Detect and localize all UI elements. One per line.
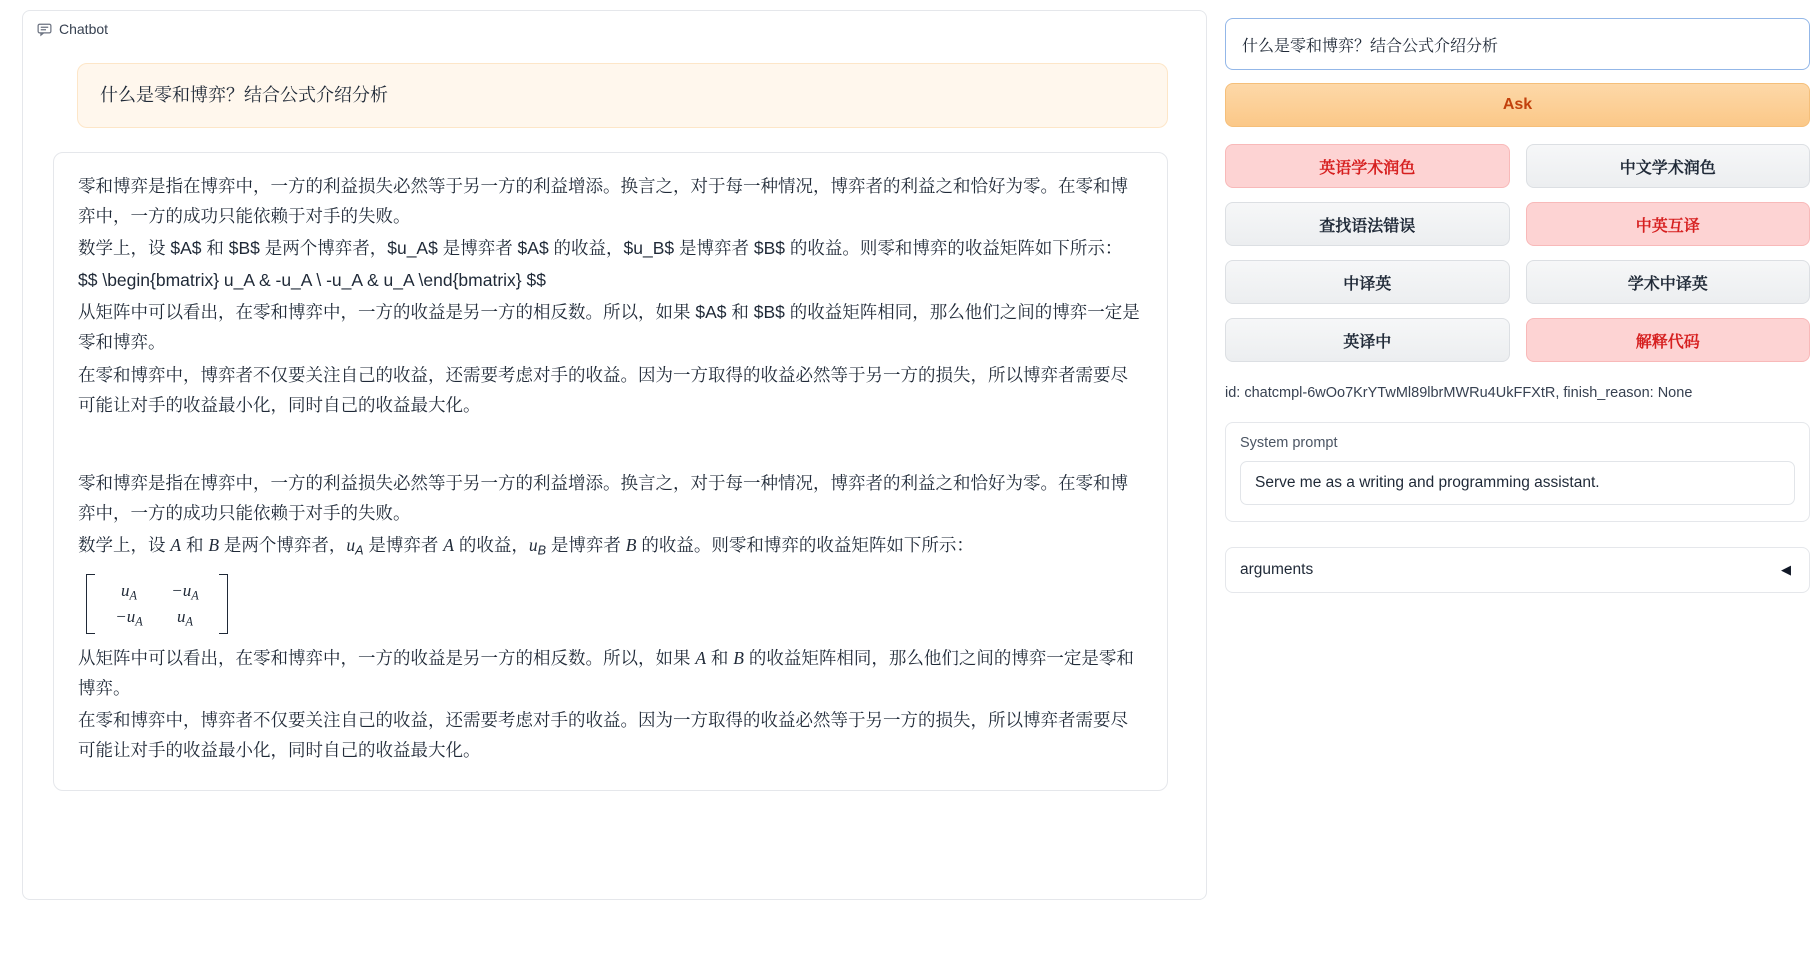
chatbot-panel <box>22 10 1207 900</box>
chat-message-list[interactable] <box>23 43 1206 899</box>
matrix-cell-r2c1 <box>115 602 142 632</box>
system-prompt-input[interactable] <box>1240 461 1795 505</box>
ask-input[interactable] <box>1225 18 1810 70</box>
matrix-cells <box>95 574 219 634</box>
bot-rendered-paragraph-4 <box>78 643 1143 703</box>
chat-column <box>22 10 1207 961</box>
p2-text-f: 是博弈者 <box>546 534 626 555</box>
bot-raw-paragraph-5: 在零和博弈中，博弈者不仅要关注自己的收益，还需要考虑对手的收益。因为一方取得的收益必然等于另一方的损失，所以博弈者需要尽可能让对手的收益最小化，同时自己的收益最大化。 <box>78 364 1128 415</box>
fn-button-academic-zh-to-en[interactable]: 学术中译英 <box>1526 260 1811 304</box>
fn-button-grammar-check[interactable]: 查找语法错误 <box>1225 202 1510 246</box>
bot-raw-paragraph-1: 零和博弈是指在博弈中，一方的利益损失必然等于另一方的利益增添。换言之，对于每一种情况，博弈者的利益之和恰好为零。在零和博弈中，一方的成功只能依赖于对手的失败。 <box>78 176 1128 227</box>
matrix-r2c1-sub: A <box>135 614 143 629</box>
p4-text-b: 和 <box>706 648 734 669</box>
chevron-left-icon: ◀ <box>1781 562 1791 577</box>
fn-button-zh-to-en[interactable]: 中译英 <box>1225 260 1510 304</box>
p2-text-d: 是博弈者 <box>363 534 444 555</box>
p2-text-g: 的收益。则零和博弈的收益矩阵如下所示： <box>636 534 974 555</box>
bot-rendered-paragraph-5: 在零和博弈中，博弈者不仅要关注自己的收益，还需要考虑对手的收益。因为一方取得的收益必然等于另一方的损失，所以博弈者需要尽可能让对手的收益最小化，同时自己的收益最大化。 <box>78 710 1128 761</box>
matrix-r2c2-sub: A <box>185 614 193 629</box>
user-message-bubble <box>77 63 1168 128</box>
p2-text-c: 是两个博弈者， <box>219 534 347 555</box>
ask-button[interactable]: Ask <box>1225 83 1810 127</box>
p2-var-uA: u <box>346 534 356 555</box>
matrix-r1c1-sub: A <box>129 588 137 603</box>
fn-button-chinese-polish[interactable]: 中文学术润色 <box>1526 144 1811 188</box>
system-prompt-label: System prompt <box>1240 435 1338 451</box>
fn-button-english-polish[interactable]: 英语学术润色 <box>1225 144 1510 188</box>
chatbot-header <box>23 11 1206 43</box>
matrix-left-bracket <box>86 574 95 634</box>
fn-button-explain-code[interactable]: 解释代码 <box>1526 318 1811 362</box>
arguments-accordion[interactable] <box>1225 547 1810 593</box>
p4-text-c: 的收益矩阵相同，那么他们之间的博弈一定是零和博弈。 <box>78 648 1134 699</box>
matrix-right-bracket <box>219 574 228 634</box>
system-prompt-panel <box>1225 422 1810 522</box>
p4-text-a: 从矩阵中可以看出，在零和博弈中，一方的收益是另一方的相反数。所以，如果 <box>78 648 696 669</box>
p2-var-uA-sub: A <box>355 543 364 558</box>
matrix-cell-r2c2 <box>177 602 193 632</box>
p2-text-a: 数学上，设 <box>78 534 171 555</box>
matrix-r1c2-base: −u <box>171 580 192 600</box>
matrix-r1c1-base: u <box>121 580 130 600</box>
arguments-accordion-label: arguments <box>1240 561 1314 578</box>
p4-var-A: A <box>695 648 707 669</box>
chatbot-label-text: Chatbot <box>59 21 109 37</box>
control-column <box>1225 10 1810 961</box>
message-spacer <box>78 422 1143 468</box>
function-button-grid <box>1225 144 1810 362</box>
bot-raw-paragraph-4: 从矩阵中可以看出，在零和博弈中，一方的收益是另一方的相反数。所以，如果 $A$ 和 $B$ 的收益矩阵相同，那么他们之间的博弈一定是零和博弈。 <box>78 302 1140 353</box>
chat-bubble-icon <box>37 22 52 37</box>
p4-var-B: B <box>733 648 744 669</box>
matrix-r1c2-sub: A <box>191 588 199 603</box>
matrix-r2c2-base: u <box>177 606 186 626</box>
response-meta-text: id: chatcmpl-6wOo7KrYTwMl89lbrMWRu4UkFFXtR, finish_reason: None <box>1225 385 1693 401</box>
p2-var-A2: A <box>443 534 454 555</box>
fn-button-en-to-zh[interactable]: 英译中 <box>1225 318 1510 362</box>
bot-raw-paragraph-2: 数学上，设 $A$ 和 $B$ 是两个博弈者，$u_A$ 是博弈者 $A$ 的收益，$u_B$ 是博弈者 $B$ 的收益。则零和博弈的收益矩阵如下所示： <box>78 238 1123 259</box>
fn-button-zh-en-translate[interactable]: 中英互译 <box>1526 202 1811 246</box>
bot-raw-latex-block: $$ \begin{bmatrix} u_A & -u_A \ -u_A & u_A \end{bmatrix} $$ <box>78 270 546 291</box>
p2-var-uB-sub: B <box>537 543 547 558</box>
p2-var-uB: u <box>528 534 538 555</box>
bot-rendered-paragraph-1: 零和博弈是指在博弈中，一方的利益损失必然等于另一方的利益增添。换言之，对于每一种情况，博弈者的利益之和恰好为零。在零和博弈中，一方的成功只能依赖于对手的失败。 <box>78 472 1128 523</box>
p2-var-B: B <box>208 534 220 555</box>
payoff-matrix <box>86 574 228 634</box>
p2-text-b: 和 <box>181 534 209 555</box>
p2-var-A: A <box>170 534 182 555</box>
bot-message-bubble <box>53 152 1168 791</box>
p2-var-B2: B <box>625 534 637 555</box>
user-message-text: 什么是零和博弈？结合公式介绍分析 <box>100 85 388 105</box>
bot-rendered-paragraph-2 <box>78 530 1143 562</box>
p2-text-e: 的收益， <box>453 534 529 555</box>
matrix-r2c1-base: −u <box>115 606 136 626</box>
